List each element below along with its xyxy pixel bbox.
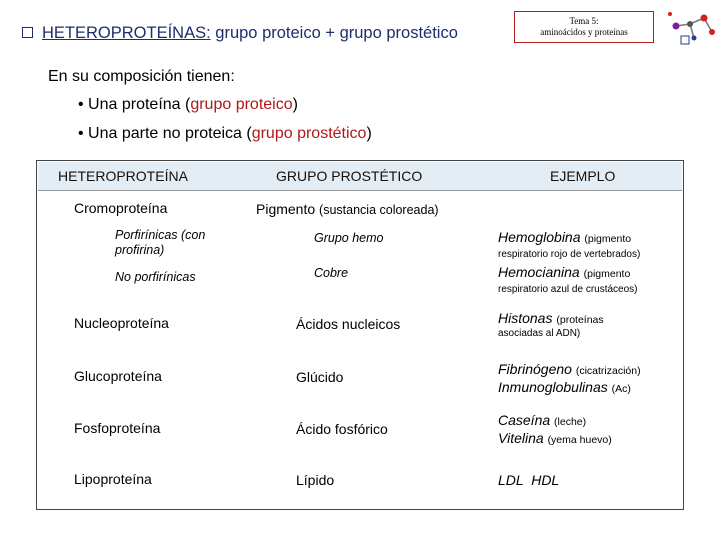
row-porf-example-note2: respiratorio rojo de vertebrados): [498, 249, 641, 260]
row-noporf-label: No porfirínicas: [115, 270, 196, 284]
row-fosfo-group: Ácido fosfórico: [296, 421, 388, 437]
topic-line-1: Tema 5:: [569, 16, 599, 26]
noporf-example-text: Hemocianina: [498, 264, 580, 280]
nucleo-example-note: (proteínas: [556, 314, 604, 326]
row-gluco-name: Glucoproteína: [74, 368, 162, 384]
nucleo-example-text: Histonas: [498, 310, 553, 326]
row-noporf-example-note2: respiratorio azul de crustáceos): [498, 284, 638, 295]
page-title: [42, 24, 458, 43]
molecule-logo-icon: [664, 6, 716, 50]
row-gluco-example-1: [498, 361, 641, 377]
cromo-group-note: (sustancia coloreada): [319, 203, 439, 217]
header-prosthetic-group: GRUPO PROSTÉTICO: [276, 168, 423, 184]
row-fosfo-name: Fosfoproteína: [74, 420, 161, 436]
bullet-protein: • Una proteína (grupo proteico): [78, 96, 298, 113]
gluco-example-1-text: Fibrinógeno: [498, 361, 572, 377]
bullet-nonprotein: • Una parte no proteica (grupo prostético): [78, 125, 372, 142]
porf-example-note: (pigmento: [584, 233, 632, 245]
row-gluco-example-2: [498, 379, 631, 395]
fosfo-example-1-text: Caseína: [498, 412, 551, 428]
row-porf-group: Grupo hemo: [314, 231, 384, 245]
row-noporf-group: Cobre: [314, 266, 349, 280]
title-prefix: HETEROPROTEÍNAS:: [42, 24, 211, 42]
fosfo-example-1-note: (leche): [554, 416, 587, 428]
cromo-group-text: Pigmento: [256, 201, 316, 217]
fosfo-example-2-text: Vitelina: [498, 430, 544, 446]
gluco-example-1-note: (cicatrización): [575, 365, 641, 377]
row-fosfo-example-2: [498, 430, 612, 446]
fosfo-example-2-note: (yema huevo): [547, 434, 612, 446]
row-lipo-group: Lípido: [296, 472, 335, 488]
bullet-protein-close: ): [292, 96, 298, 113]
header-heteroprotein: HETEROPROTEÍNA: [58, 168, 188, 184]
gluco-example-2-note: (Ac): [611, 383, 631, 395]
row-porf-example: [498, 229, 631, 245]
bullet-nonprotein-highlight: grupo prostético: [251, 125, 367, 142]
row-lipo-example: LDL HDL: [498, 472, 560, 488]
row-nucleo-name: Nucleoproteína: [74, 315, 169, 331]
topic-box: [514, 11, 654, 43]
header-example: EJEMPLO: [550, 168, 616, 184]
bullet-nonprotein-text: Una parte no proteica (: [88, 125, 252, 142]
row-cromo-group: [256, 201, 439, 217]
title-bullet-icon: [22, 27, 33, 38]
row-nucleo-example-note2: asociadas al ADN): [498, 328, 581, 339]
row-nucleo-group: Ácidos nucleicos: [296, 316, 401, 332]
noporf-example-note: (pigmento: [583, 268, 631, 280]
topic-line-2: aminoácidos y proteínas: [540, 27, 628, 37]
row-nucleo-example: [498, 310, 604, 326]
composition-intro: En su composición tienen:: [48, 68, 235, 85]
porf-example-text: Hemoglobina: [498, 229, 581, 245]
row-fosfo-example-1: [498, 412, 586, 428]
gluco-example-2-text: Inmunoglobulinas: [498, 379, 608, 395]
row-gluco-group: Glúcido: [296, 369, 344, 385]
title-rest: grupo proteico + grupo prostético: [210, 24, 458, 42]
row-porf-label: Porfirínicas (con profirina): [115, 228, 206, 257]
row-cromo-name: Cromoproteína: [74, 200, 168, 216]
row-noporf-example: [498, 264, 630, 280]
row-lipo-name: Lipoproteína: [74, 471, 152, 487]
bullet-protein-text: Una proteína (: [88, 96, 191, 113]
bullet-protein-highlight: grupo proteico: [190, 96, 293, 113]
bullet-nonprotein-close: ): [366, 125, 372, 142]
